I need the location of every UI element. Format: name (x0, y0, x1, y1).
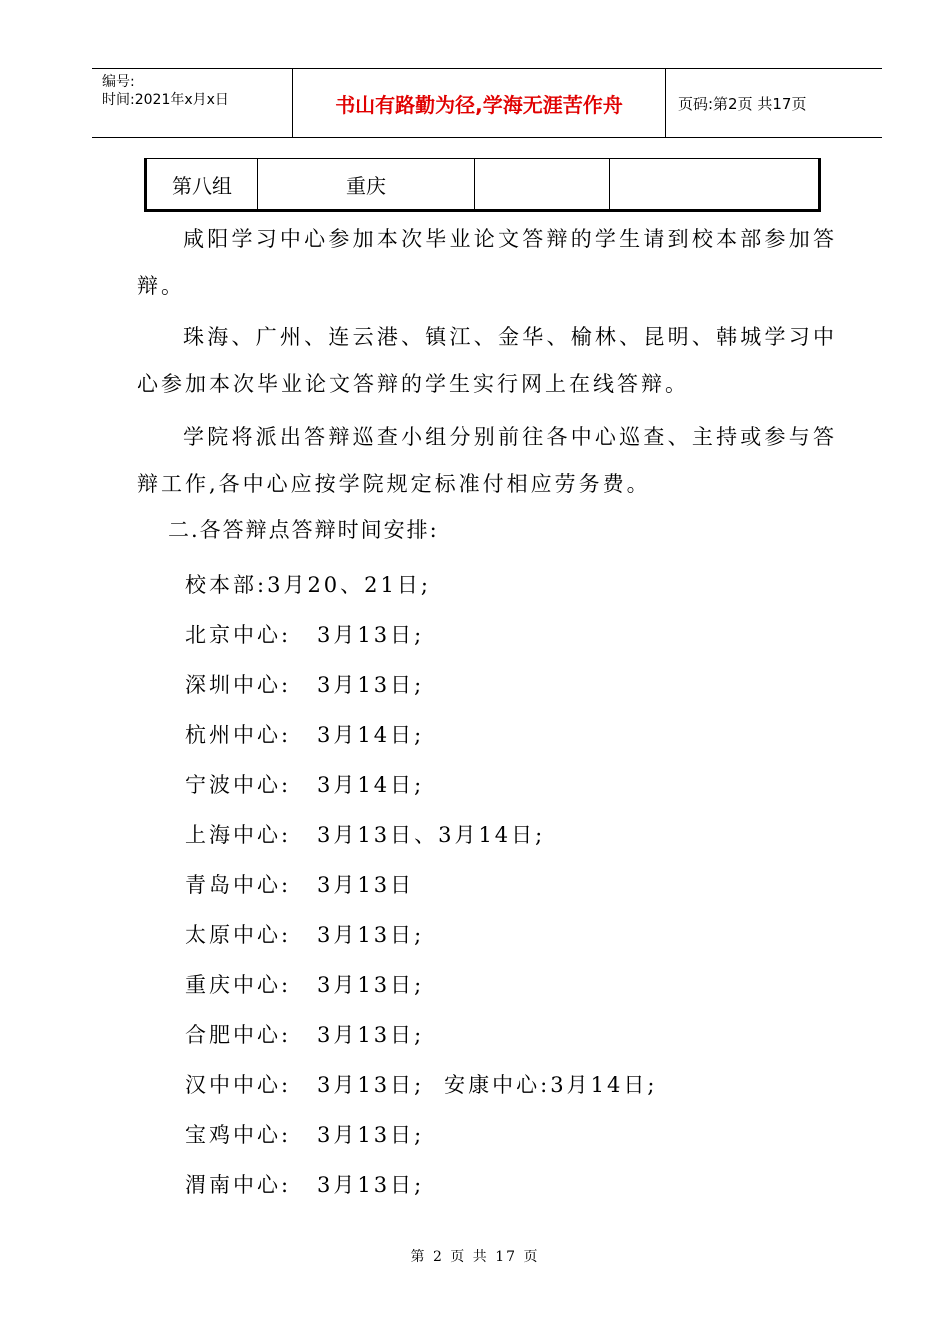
page-footer: 第 2 页 共 17 页 (410, 1249, 540, 1265)
schedule-location: 青岛中心: (185, 873, 292, 897)
list-item (185, 913, 657, 963)
schedule-date: 3月13日、3月14日; (317, 823, 546, 847)
table-cell-city: 重庆 (258, 159, 475, 211)
schedule-location: 重庆中心: (185, 973, 292, 997)
list-item (185, 1163, 657, 1213)
list-item (185, 713, 657, 763)
schedule-date: 3月13日 (317, 873, 415, 897)
schedule-date: 3月13日; (317, 673, 425, 697)
schedule-location: 杭州中心: (185, 723, 292, 747)
header-page-info: 页码:第2页 共17页 (678, 94, 807, 113)
schedule-date: 3月14日; (317, 773, 425, 797)
list-item (185, 863, 657, 913)
schedule-location: 合肥中心: (185, 1023, 292, 1047)
schedule-location: 汉中中心: (185, 1073, 292, 1097)
schedule-extra: 安康中心:3月14日; (444, 1073, 658, 1097)
schedule-location: 渭南中心: (185, 1173, 292, 1197)
group-table (144, 158, 821, 212)
paragraph-online-defense: 珠海、广州、连云港、镇江、金华、榆林、昆明、韩城学习中心参加本次毕业论文答辩的学生实行网上在线答辩。 (137, 325, 837, 396)
schedule-date: 3月14日; (317, 723, 425, 747)
paragraph-xianyang: 咸阳学习中心参加本次毕业论文答辩的学生请到校本部参加答辩。 (137, 227, 837, 298)
list-item (185, 1063, 657, 1113)
schedule-date: 3月20、21日; (267, 573, 431, 597)
schedule-list (185, 563, 657, 1213)
list-item (185, 563, 657, 613)
page-header (92, 68, 882, 138)
schedule-location: 校本部: (185, 573, 268, 597)
table-cell-empty (610, 159, 820, 211)
schedule-location: 深圳中心: (185, 673, 292, 697)
schedule-location: 北京中心: (185, 623, 292, 647)
list-item (185, 1113, 657, 1163)
schedule-location: 上海中心: (185, 823, 292, 847)
schedule-date: 3月13日; (317, 1073, 425, 1097)
list-item (185, 613, 657, 663)
schedule-date: 3月13日; (317, 1023, 425, 1047)
list-item (185, 663, 657, 713)
table-row (146, 159, 820, 211)
paragraph-inspection: 学院将派出答辩巡查小组分别前往各中心巡查、主持或参与答辩工作,各中心应按学院规定标准付相应劳务费。 (137, 425, 837, 496)
schedule-date: 3月13日; (317, 973, 425, 997)
schedule-location: 宝鸡中心: (185, 1123, 292, 1147)
header-meta (92, 69, 293, 137)
schedule-date: 3月13日; (317, 1123, 425, 1147)
header-slogan: 书山有路勤为径,学海无涯苦作舟 (293, 69, 666, 137)
number-label: 编号: (102, 74, 135, 90)
section-title: 二.各答辩点答辩时间安排: (168, 518, 439, 542)
time-label: 时间:2021年x月x日 (102, 92, 229, 108)
list-item (185, 763, 657, 813)
schedule-date: 3月13日; (317, 1173, 425, 1197)
schedule-date: 3月13日; (317, 623, 425, 647)
list-item (185, 813, 657, 863)
list-item (185, 1013, 657, 1063)
table-cell-group: 第八组 (146, 159, 258, 211)
schedule-date: 3月13日; (317, 923, 425, 947)
list-item (185, 963, 657, 1013)
schedule-location: 太原中心: (185, 923, 292, 947)
schedule-location: 宁波中心: (185, 773, 292, 797)
table-cell-empty (475, 159, 610, 211)
